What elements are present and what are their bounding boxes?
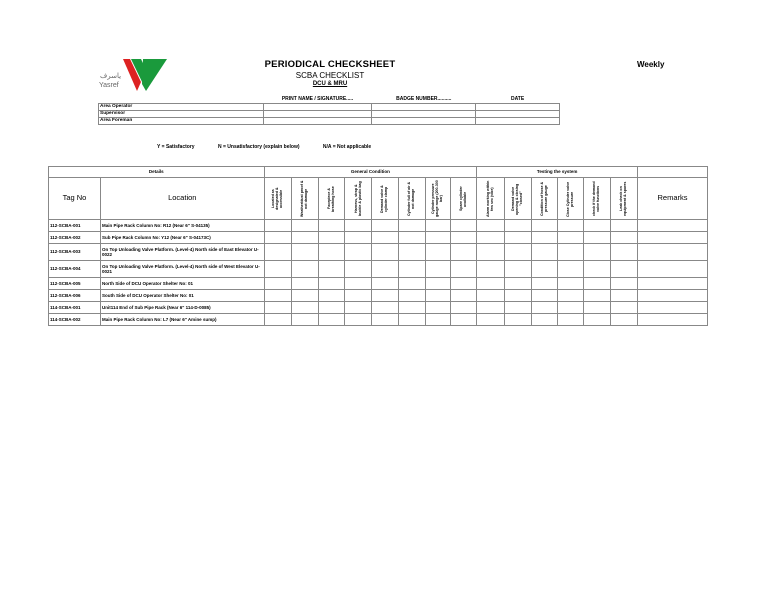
- remarks-cell[interactable]: [638, 220, 708, 232]
- check-cell[interactable]: [477, 302, 505, 314]
- signature-table: [98, 97, 560, 125]
- sig-cell[interactable]: [372, 118, 476, 125]
- check-cell[interactable]: [426, 302, 451, 314]
- tag-no-cell: 112-SCBA-004: [49, 261, 101, 278]
- check-cell[interactable]: [291, 232, 318, 244]
- check-cell[interactable]: [264, 220, 291, 232]
- table-row: [49, 261, 708, 278]
- check-cell[interactable]: [426, 261, 451, 278]
- check-cell[interactable]: [399, 220, 426, 232]
- col-general-8: [451, 178, 477, 220]
- remarks-cell[interactable]: [638, 232, 708, 244]
- group-details: Details: [49, 167, 265, 178]
- table-row: [49, 244, 708, 261]
- check-cell[interactable]: [318, 220, 345, 232]
- check-cell[interactable]: [372, 278, 399, 290]
- check-cell[interactable]: [399, 244, 426, 261]
- group-general-condition: General Condition: [264, 167, 477, 178]
- check-cell[interactable]: [372, 261, 399, 278]
- check-cell[interactable]: [611, 232, 638, 244]
- sig-row: [99, 118, 560, 125]
- check-cell[interactable]: [558, 220, 584, 232]
- check-cell[interactable]: [558, 278, 584, 290]
- sig-row: [99, 104, 560, 111]
- check-cell[interactable]: [291, 261, 318, 278]
- check-cell[interactable]: [451, 232, 477, 244]
- col-general-3: [318, 178, 345, 220]
- check-cell[interactable]: [318, 302, 345, 314]
- col-general-8-label: Spare cylinder available: [458, 186, 467, 211]
- location-cell: South Side of DCU Operator Shelter No: 01: [100, 290, 264, 302]
- check-cell[interactable]: [558, 302, 584, 314]
- check-cell[interactable]: [611, 244, 638, 261]
- check-cell[interactable]: [584, 244, 611, 261]
- location-cell: Sub Pipe Rack Column No: Y12 (Near 6" S-04173C): [100, 232, 264, 244]
- check-cell[interactable]: [372, 232, 399, 244]
- frequency-label: Weekly: [637, 60, 665, 69]
- legend-unsatisfactory: N = Unsatisfactory (explain below): [217, 144, 300, 150]
- col-testing-1-label: Alarm working within few sec (vibe): [485, 180, 494, 217]
- col-testing-4: [558, 178, 584, 220]
- col-general-4-label: Harness, strap & buckle & plastic bag: [353, 181, 362, 216]
- role-label: Supervisor: [99, 111, 264, 118]
- check-cell[interactable]: [399, 261, 426, 278]
- check-cell[interactable]: [426, 278, 451, 290]
- check-cell[interactable]: [611, 290, 638, 302]
- check-cell[interactable]: [505, 290, 532, 302]
- check-cell[interactable]: [372, 244, 399, 261]
- check-cell[interactable]: [451, 244, 477, 261]
- check-cell[interactable]: [505, 314, 532, 326]
- sig-cell[interactable]: [476, 104, 560, 111]
- check-cell[interactable]: [345, 278, 372, 290]
- check-cell[interactable]: [532, 232, 558, 244]
- check-cell[interactable]: [451, 278, 477, 290]
- col-testing-3-label: Condition of hose & pressure gauge: [539, 181, 548, 216]
- check-cell[interactable]: [584, 290, 611, 302]
- check-cell[interactable]: [611, 314, 638, 326]
- check-cell[interactable]: [611, 302, 638, 314]
- check-cell[interactable]: [264, 290, 291, 302]
- page-subtitle: SCBA CHECKLIST: [295, 71, 365, 80]
- location-cell: On Top Unloading Valve Platform. (Level-4) North side of East Elevator U-0022: [100, 244, 264, 261]
- check-cell[interactable]: [426, 232, 451, 244]
- check-cell[interactable]: [372, 302, 399, 314]
- check-cell[interactable]: [264, 232, 291, 244]
- check-cell[interactable]: [345, 261, 372, 278]
- check-cell[interactable]: [558, 244, 584, 261]
- col-general-1-label: Located as designated & accessible: [270, 187, 283, 210]
- tag-no-cell: 114-SCBA-001: [49, 302, 101, 314]
- check-cell[interactable]: [372, 290, 399, 302]
- check-cell[interactable]: [477, 261, 505, 278]
- col-general-6-label: Cylinder full of air & not damage: [407, 181, 416, 216]
- tag-no-cell: 112-SCBA-003: [49, 244, 101, 261]
- col-testing-5-label: check if the demand valve functions: [592, 181, 601, 216]
- col-general-7-label: Cylinder pressure gauge range (200-300 bar): [431, 180, 444, 217]
- check-cell[interactable]: [558, 232, 584, 244]
- sig-cell[interactable]: [263, 104, 372, 111]
- check-cell[interactable]: [426, 314, 451, 326]
- check-cell[interactable]: [584, 314, 611, 326]
- check-cell[interactable]: [477, 278, 505, 290]
- remarks-cell[interactable]: [638, 244, 708, 261]
- logo-text: Yasref: [99, 82, 119, 89]
- check-cell[interactable]: [291, 244, 318, 261]
- check-cell[interactable]: [291, 278, 318, 290]
- check-cell[interactable]: [451, 261, 477, 278]
- sig-col-name: PRINT NAME / SIGNATURE.....: [263, 97, 372, 104]
- col-testing-1: [477, 178, 505, 220]
- check-cell[interactable]: [372, 220, 399, 232]
- check-cell[interactable]: [451, 220, 477, 232]
- location-cell: Main Pipe Rack Column No: R12 (Near 6" S-04135): [100, 220, 264, 232]
- logo-mark-green-2: [142, 59, 167, 91]
- check-cell[interactable]: [345, 244, 372, 261]
- unit-label: DCU & MRU: [312, 81, 348, 87]
- col-testing-6-label: Leak check on equipment & spares: [619, 181, 628, 216]
- check-cell[interactable]: [558, 290, 584, 302]
- check-cell[interactable]: [264, 314, 291, 326]
- check-cell[interactable]: [558, 261, 584, 278]
- check-cell[interactable]: [318, 314, 345, 326]
- check-cell[interactable]: [318, 244, 345, 261]
- check-cell[interactable]: [399, 302, 426, 314]
- check-cell[interactable]: [505, 302, 532, 314]
- check-cell[interactable]: [505, 232, 532, 244]
- check-cell[interactable]: [532, 278, 558, 290]
- tag-no-cell: 112-SCBA-001: [49, 220, 101, 232]
- check-cell[interactable]: [318, 261, 345, 278]
- table-row: [49, 290, 708, 302]
- logo-arabic: ياسرف: [100, 72, 122, 80]
- check-cell[interactable]: [611, 220, 638, 232]
- check-cell[interactable]: [399, 278, 426, 290]
- col-general-6: [399, 178, 426, 220]
- check-cell[interactable]: [426, 244, 451, 261]
- col-general-1: [264, 178, 291, 220]
- sig-row: [99, 111, 560, 118]
- check-cell[interactable]: [345, 232, 372, 244]
- check-cell[interactable]: [426, 220, 451, 232]
- check-cell[interactable]: [505, 220, 532, 232]
- check-cell[interactable]: [477, 314, 505, 326]
- check-cell[interactable]: [532, 220, 558, 232]
- tag-no-cell: 112-SCBA-002: [49, 232, 101, 244]
- col-testing-6: [611, 178, 638, 220]
- role-label: Area Operator: [99, 104, 264, 111]
- check-cell[interactable]: [477, 232, 505, 244]
- col-general-4: [345, 178, 372, 220]
- check-cell[interactable]: [532, 244, 558, 261]
- col-testing-4-label: Close Cylinder valve pressure: [565, 180, 574, 217]
- checklist-table: [48, 166, 708, 326]
- remarks-cell[interactable]: [638, 290, 708, 302]
- check-cell[interactable]: [505, 261, 532, 278]
- company-logo: [97, 58, 169, 92]
- check-cell[interactable]: [532, 302, 558, 314]
- check-cell[interactable]: [318, 278, 345, 290]
- sig-cell[interactable]: [263, 118, 372, 125]
- check-cell[interactable]: [264, 278, 291, 290]
- tag-no-cell: 112-SCBA-006: [49, 290, 101, 302]
- col-testing-2-label: Demand valve opening & closing "closed": [511, 182, 524, 215]
- remarks-cell[interactable]: [638, 314, 708, 326]
- col-testing-2: [505, 178, 532, 220]
- remarks-cell[interactable]: [638, 302, 708, 314]
- check-cell[interactable]: [477, 290, 505, 302]
- check-cell[interactable]: [451, 302, 477, 314]
- check-cell[interactable]: [505, 278, 532, 290]
- location-cell: Unit114 End of Sub Pipe Rack (Near 6" 114-D-0085): [100, 302, 264, 314]
- table-row: [49, 220, 708, 232]
- sig-col-badge: BADGE NUMBER..........: [372, 97, 476, 104]
- check-cell[interactable]: [399, 290, 426, 302]
- check-cell[interactable]: [584, 261, 611, 278]
- check-cell[interactable]: [584, 278, 611, 290]
- tag-no-cell: 114-SCBA-002: [49, 314, 101, 326]
- table-row: [49, 278, 708, 290]
- check-cell[interactable]: [477, 244, 505, 261]
- table-row: [49, 314, 708, 326]
- col-general-5: [372, 178, 399, 220]
- check-cell[interactable]: [532, 314, 558, 326]
- legend-satisfactory: Y = Satisfactory: [157, 144, 195, 150]
- check-cell[interactable]: [584, 232, 611, 244]
- col-remarks: Remarks: [638, 178, 708, 220]
- check-cell[interactable]: [318, 290, 345, 302]
- col-general-5-label: Demand valve & cylinder clamp: [380, 184, 389, 213]
- check-cell[interactable]: [451, 314, 477, 326]
- check-cell[interactable]: [345, 220, 372, 232]
- check-cell[interactable]: [477, 220, 505, 232]
- check-cell[interactable]: [584, 220, 611, 232]
- col-general-3-label: Facepiece & breathing hose: [326, 185, 335, 212]
- check-cell[interactable]: [291, 314, 318, 326]
- check-cell[interactable]: [399, 314, 426, 326]
- check-cell[interactable]: [505, 244, 532, 261]
- remarks-cell[interactable]: [638, 278, 708, 290]
- sig-cell[interactable]: [372, 111, 476, 118]
- location-cell: Main Pipe Rack Column No: L7 (Near 6" Amine sump): [100, 314, 264, 326]
- check-cell[interactable]: [345, 314, 372, 326]
- check-cell[interactable]: [611, 261, 638, 278]
- role-label: Area Foreman: [99, 118, 264, 125]
- check-cell[interactable]: [611, 278, 638, 290]
- check-cell[interactable]: [318, 232, 345, 244]
- col-location: Location: [100, 178, 264, 220]
- check-cell[interactable]: [451, 290, 477, 302]
- sig-cell[interactable]: [476, 111, 560, 118]
- sig-col-date: DATE: [476, 97, 560, 104]
- check-cell[interactable]: [291, 220, 318, 232]
- col-testing-3: [532, 178, 558, 220]
- check-cell[interactable]: [532, 261, 558, 278]
- sig-cell[interactable]: [372, 104, 476, 111]
- check-cell[interactable]: [399, 232, 426, 244]
- location-cell: North Side of DCU Operator Shelter No: 01: [100, 278, 264, 290]
- table-row: [49, 302, 708, 314]
- page-title: PERIODICAL CHECKSHEET: [264, 59, 396, 70]
- check-cell[interactable]: [345, 290, 372, 302]
- sig-cell[interactable]: [476, 118, 560, 125]
- col-general-7: [426, 178, 451, 220]
- check-cell[interactable]: [426, 290, 451, 302]
- remarks-cell[interactable]: [638, 261, 708, 278]
- check-cell[interactable]: [264, 244, 291, 261]
- group-testing: Testing the system: [477, 167, 638, 178]
- table-row: [49, 232, 708, 244]
- col-tag-no: Tag No: [49, 178, 101, 220]
- col-testing-5: [584, 178, 611, 220]
- check-cell[interactable]: [372, 314, 399, 326]
- tag-no-cell: 112-SCBA-005: [49, 278, 101, 290]
- check-cell[interactable]: [558, 314, 584, 326]
- check-cell[interactable]: [291, 290, 318, 302]
- check-cell[interactable]: [584, 302, 611, 314]
- check-cell[interactable]: [264, 261, 291, 278]
- sig-cell[interactable]: [263, 111, 372, 118]
- check-cell[interactable]: [532, 290, 558, 302]
- legend-not-applicable: N/A = Not applicable: [322, 144, 372, 150]
- check-cell[interactable]: [291, 302, 318, 314]
- col-general-2: [291, 178, 318, 220]
- col-general-2-label: Weather/dust proof & not damage: [299, 180, 308, 217]
- location-cell: On Top Unloading Valve Platform. (Level-4) North side of West Elevator U-0021: [100, 261, 264, 278]
- check-cell[interactable]: [264, 302, 291, 314]
- legend: [157, 144, 393, 150]
- check-cell[interactable]: [345, 302, 372, 314]
